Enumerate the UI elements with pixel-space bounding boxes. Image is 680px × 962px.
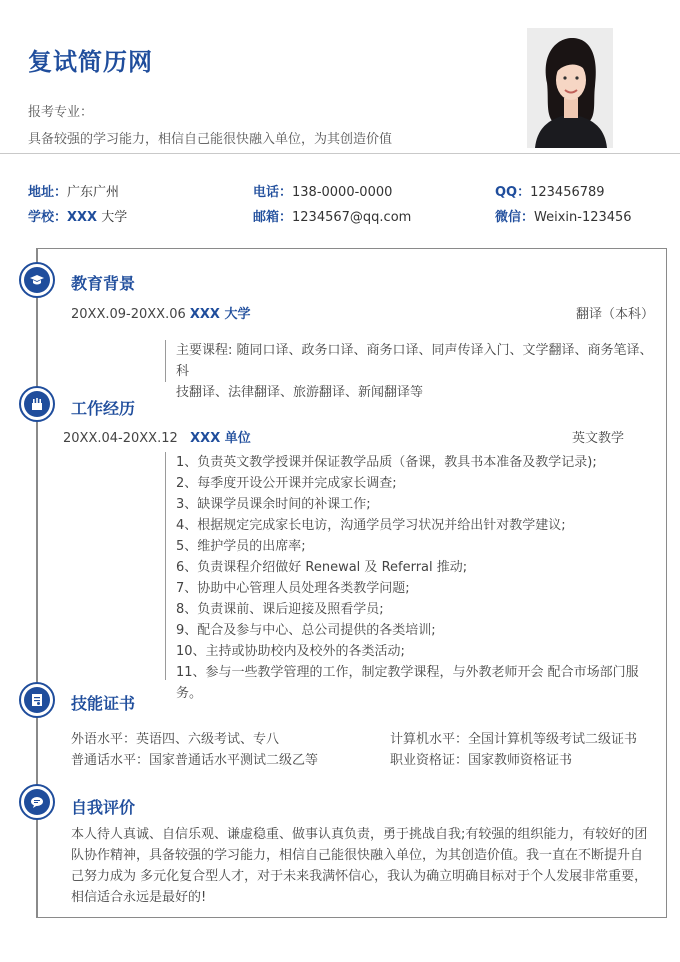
objective-label: 报考专业： — [28, 105, 94, 120]
motto: 具备较强的学习能力，相信自己能很快融入单位，为其创造价值 — [28, 132, 393, 147]
work-title: 工作经历 — [71, 399, 136, 418]
avatar-portrait — [527, 28, 613, 148]
education-courses: 主要课程: 随同口译、政务口译、商务口译、同声传译入门、文学翻译、商务笔译、科 技翻译、法律翻译、旅游翻译、新闻翻译等 — [176, 343, 653, 400]
self-evaluation: 本人待人真诚、自信乐观、谦虚稳重、做事认真负责，勇于挑战自我;有较强的组织能力，有较好的团 队协作精神，具备较强的学习能力，相信自己能很快融入单位，为其创造价值。我一直在不断提升自 己努力成为 多元化复合型人才，对于未来我满怀信心，我认为确立明确目标对于个人发展非常重要， 相信适合永远是最好的! — [71, 827, 648, 905]
info-phone: 电话：138-0000-0000 — [253, 185, 393, 200]
info-qq: QQ：123456789 — [495, 185, 605, 200]
profile-photo — [527, 28, 613, 148]
certificate-icon — [29, 692, 45, 708]
skill-mandarin: 普通话水平：国家普通话水平测试二级乙等 — [71, 753, 319, 768]
self-title: 自我评价 — [71, 798, 136, 817]
work-bar — [165, 452, 166, 680]
skill-qualification: 职业资格证：国家教师资格证书 — [390, 753, 573, 768]
list-item: 4、根据规定完成家长电访，沟通学员学习状况并给出针对教学建议; — [176, 518, 566, 533]
info-wechat: 微信：Weixin-123456 — [495, 210, 632, 225]
work-position: 英文教学 — [572, 431, 625, 446]
graduation-cap-icon — [29, 272, 45, 288]
list-item: 2、每季度开设公开课并完成家长调查; — [176, 476, 397, 491]
education-title: 教育背景 — [71, 274, 136, 293]
list-item: 8、负责课前、课后迎接及照看学员; — [176, 602, 384, 617]
self-icon-badge — [19, 784, 55, 820]
list-item: 7、协助中心管理人员处理各类教学问题; — [176, 581, 410, 596]
chat-bubble-icon — [29, 794, 45, 810]
work-period-line: 20XX.04-20XX.12 XXX 单位 — [63, 431, 251, 446]
skill-language: 外语水平：英语四、六级考试、专八 — [71, 732, 280, 747]
list-item: 6、负责课程介绍做好 Renewal 及 Referral 推动; — [176, 560, 468, 575]
list-item: 10、主持或协助校内及校外的各类活动; — [176, 644, 405, 659]
list-item: 1、负责英文教学授课并保证教学品质（备课，教具书本准备及教学记录); — [176, 455, 597, 470]
info-email: 邮箱：1234567@qq.com — [253, 210, 412, 225]
skills-title: 技能证书 — [71, 694, 136, 713]
education-icon-badge — [19, 262, 55, 298]
education-degree: 翻译（本科） — [576, 307, 655, 322]
header-divider — [0, 153, 680, 154]
info-school: 学校：XXX 大学 — [28, 210, 128, 225]
education-period-line: 20XX.09-20XX.06 XXX 大学 — [71, 307, 251, 322]
skills-icon-badge — [19, 682, 55, 718]
skill-computer: 计算机水平：全国计算机等级考试二级证书 — [390, 732, 638, 747]
work-icon-badge — [19, 386, 55, 422]
work-duties — [176, 452, 656, 704]
list-item: 11、参与一些教学管理的工作，制定教学课程，与外教老师开会 配合市场部门服务。 — [176, 665, 639, 701]
list-item: 3、缺课学员课余时间的补课工作; — [176, 497, 371, 512]
info-address: 地址：广东广州 — [28, 185, 120, 200]
education-bar — [165, 340, 166, 382]
list-item: 5、维护学员的出席率; — [176, 539, 306, 554]
pen-holder-icon — [29, 396, 45, 412]
resume-title: 复试简历网 — [28, 48, 153, 76]
list-item: 9、配合及参与中心、总公司提供的各类培训; — [176, 623, 436, 638]
